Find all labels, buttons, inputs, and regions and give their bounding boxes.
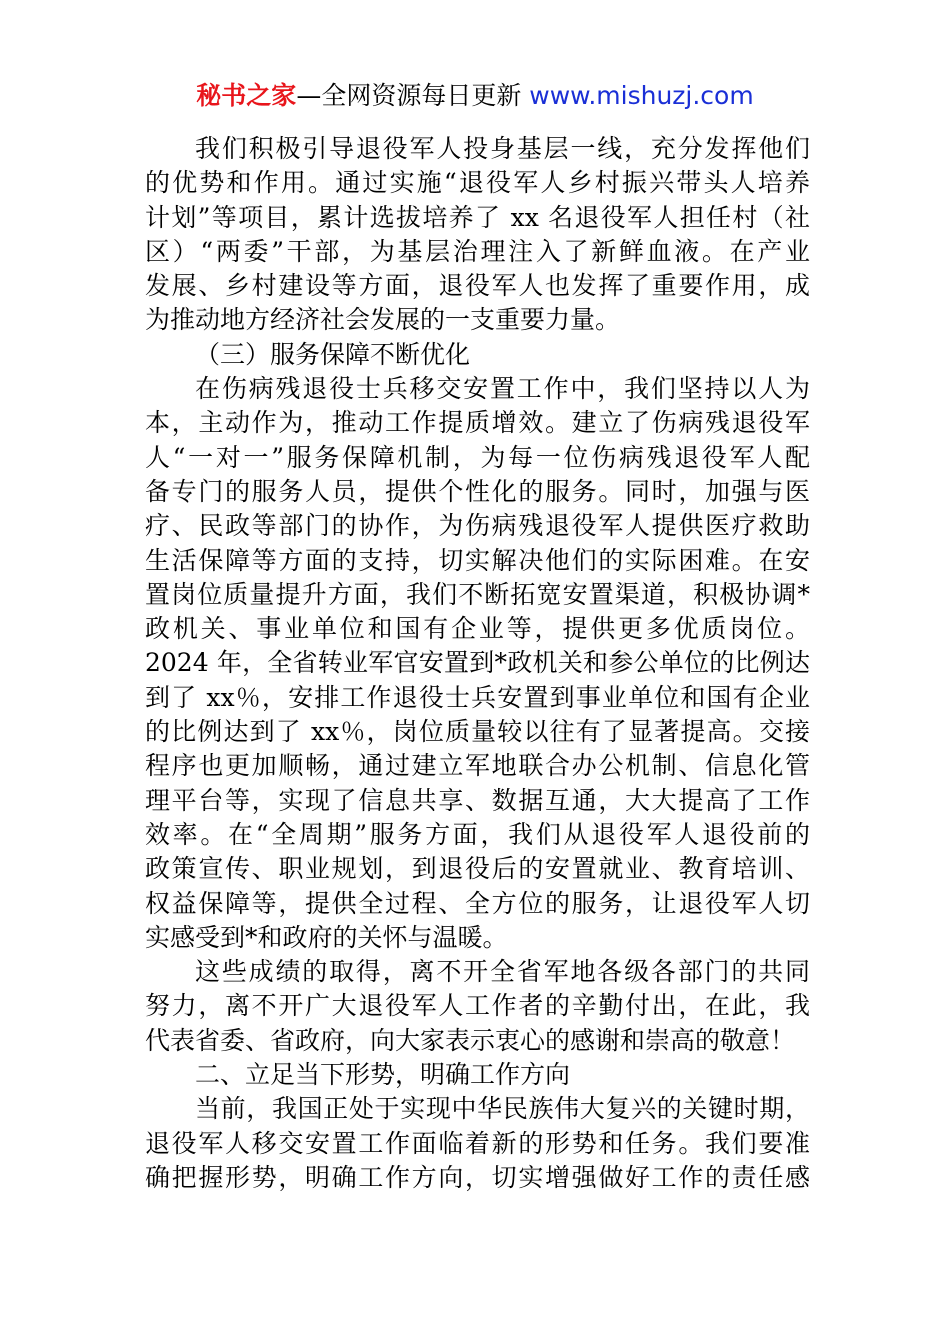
paragraph-line: 到了 xx％，安排工作退役士兵安置到事业单位和国有企业 — [145, 682, 810, 712]
paragraph-line: 2024 年，全省转业军官安置到*政机关和参公单位的比例达 — [145, 648, 810, 678]
paragraph-line: 备专门的服务人员，提供个性化的服务。同时，加强与医 — [145, 476, 810, 506]
paragraph-line: 代表省委、省政府，向大家表示衷心的感谢和崇高的敬意！ — [145, 1025, 796, 1055]
paragraph-line: 努力，离不开广大退役军人工作者的辛勤付出，在此，我 — [145, 991, 810, 1021]
header-url-link[interactable]: www.mishuzj.com — [529, 81, 754, 110]
document-body — [145, 132, 810, 1195]
paragraph-line: 理平台等，实现了信息共享、数据互通，大大提高了工作 — [145, 785, 810, 815]
paragraph-line: 为推动地方经济社会发展的一支重要力量。 — [145, 305, 621, 335]
paragraph-line: 确把握形势，明确工作方向，切实增强做好工作的责任感 — [145, 1162, 810, 1192]
paragraph-line: 疗、民政等部门的协作，为伤病残退役军人提供医疗救助 — [145, 511, 810, 541]
paragraph-line: 本，主动作为，推动工作提质增效。建立了伤病残退役军 — [145, 408, 810, 438]
paragraph-line: 这些成绩的取得，离不开全省军地各级各部门的共同 — [195, 957, 810, 987]
section-heading: （三）服务保障不断优化 — [195, 339, 471, 369]
paragraph-line: 的优势和作用。通过实施“退役军人乡村振兴带头人培养 — [145, 168, 810, 198]
paragraph-line: 政机关、事业单位和国有企业等，提供更多优质岗位。 — [145, 614, 810, 644]
paragraph-line: 置岗位质量提升方面，我们不断拓宽安置渠道，积极协调* — [145, 579, 810, 609]
paragraph-line: 在伤病残退役士兵移交安置工作中，我们坚持以人为 — [195, 374, 810, 404]
paragraph-line: 当前，我国正处于实现中华民族伟大复兴的关键时期， — [195, 1094, 810, 1124]
section-heading: 二、立足当下形势，明确工作方向 — [195, 1060, 571, 1090]
paragraph-line: 生活保障等方面的支持，切实解决他们的实际困难。在安 — [145, 545, 810, 575]
paragraph-line: 政策宣传、职业规划，到退役后的安置就业、教育培训、 — [145, 854, 810, 884]
paragraph-line: 发展、乡村建设等方面，退役军人也发挥了重要作用，成 — [145, 271, 810, 301]
page-header — [0, 80, 950, 112]
paragraph-line: 区）“两委”干部，为基层治理注入了新鲜血液。在产业 — [145, 236, 810, 266]
paragraph-line: 人“一对一”服务保障机制，为每一位伤病残退役军人配 — [145, 442, 810, 472]
paragraph-line: 我们积极引导退役军人投身基层一线，充分发挥他们 — [195, 134, 810, 163]
paragraph-line: 权益保障等，提供全过程、全方位的服务，让退役军人切 — [145, 888, 810, 918]
paragraph-line: 效率。在“全周期”服务方面，我们从退役军人退役前的 — [145, 819, 810, 849]
paragraph-line: 实感受到*和政府的关怀与温暖。 — [145, 922, 508, 952]
brand-name: 秘书之家 — [196, 81, 297, 110]
paragraph-line: 的比例达到了 xx％，岗位质量较以往有了显著提高。交接 — [145, 717, 810, 747]
paragraph-line: 退役军人移交安置工作面临着新的形势和任务。我们要准 — [145, 1128, 810, 1158]
paragraph-line: 程序也更加顺畅，通过建立军地联合办公机制、信息化管 — [145, 751, 810, 781]
header-tagline: —全网资源每日更新 — [296, 81, 522, 110]
paragraph-line: 计划”等项目，累计选拔培养了 xx 名退役军人担任村（社 — [145, 202, 810, 232]
